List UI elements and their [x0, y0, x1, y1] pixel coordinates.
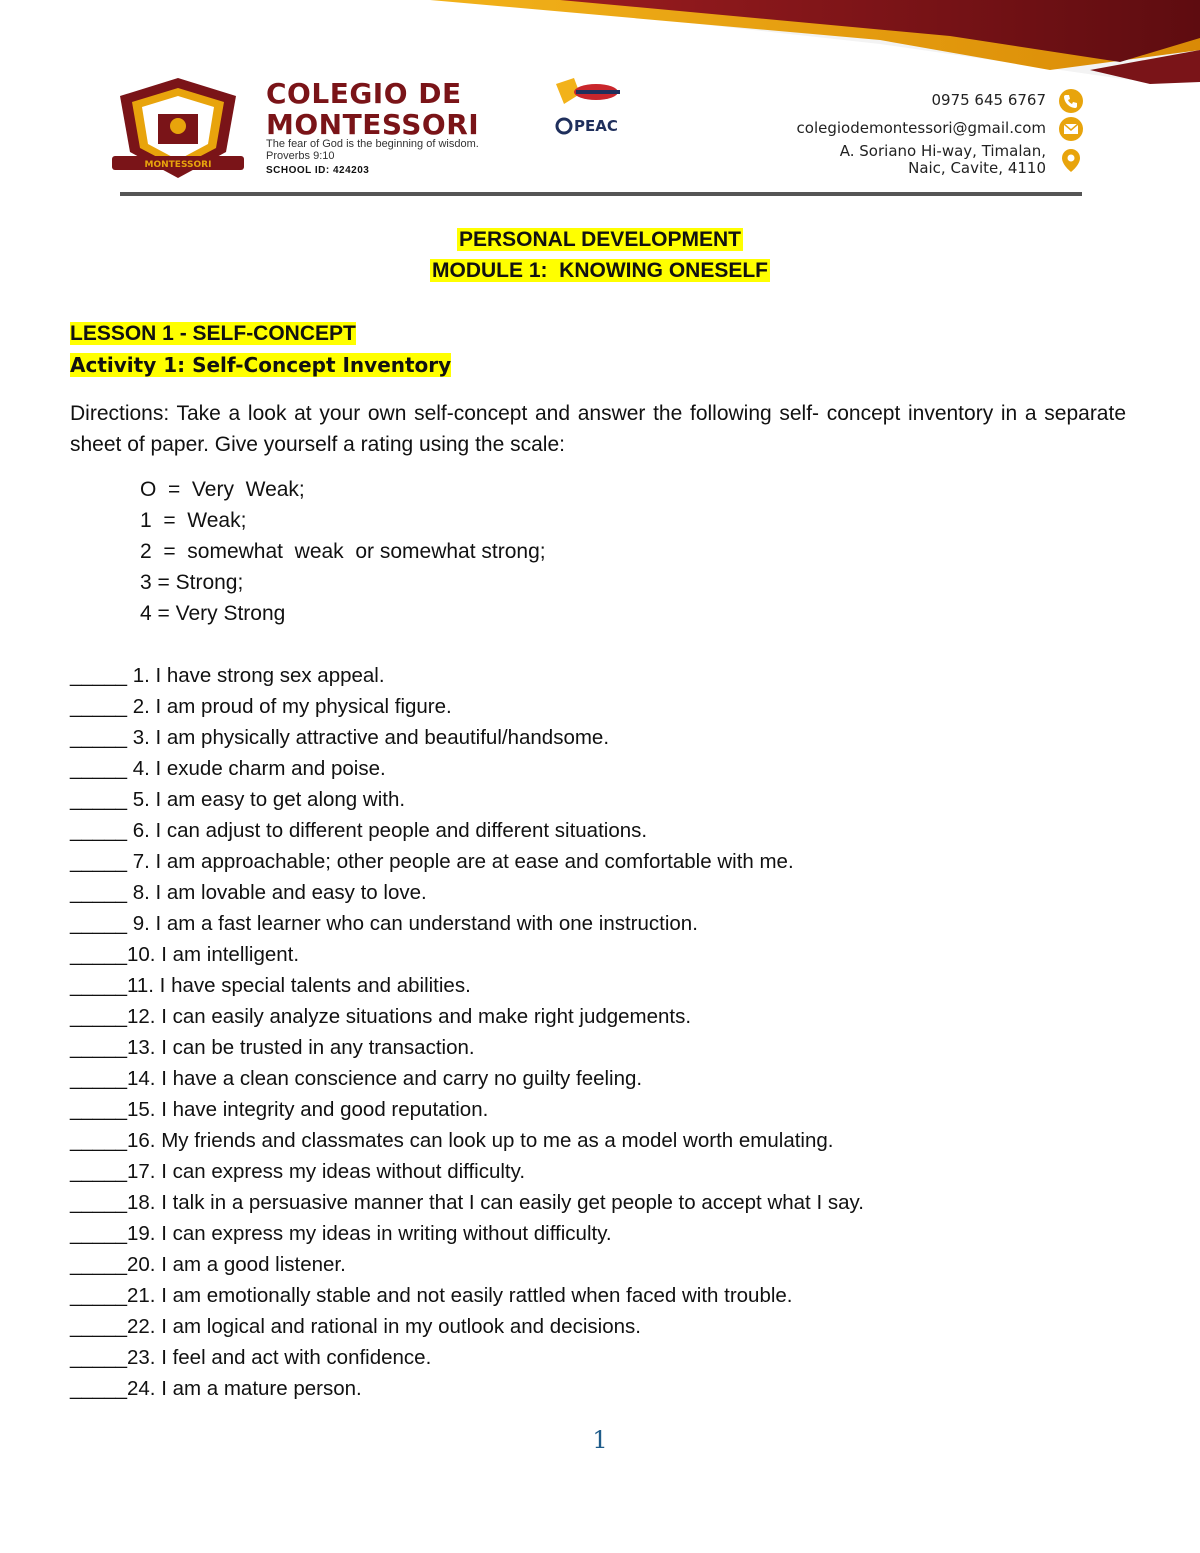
contact-address	[840, 143, 1046, 177]
letterhead	[0, 0, 1200, 215]
inventory-item: _____21. I am emotionally stable and not easily rattled when faced with trouble.	[70, 1284, 793, 1307]
inventory-item: _____23. I feel and act with confidence.	[70, 1346, 432, 1369]
location-pin-icon	[1058, 147, 1084, 173]
lesson-heading-text: LESSON 1 - SELF-CONCEPT	[70, 322, 356, 345]
directions-paragraph: Directions: Take a look at your own self-concept and answer the following self- concept inventory in a separate sheet of paper. Give yourself a rating using the scale:	[70, 402, 1126, 456]
inventory-item: _____17. I can express my ideas without difficulty.	[70, 1160, 526, 1183]
inventory-item: _____ 8. I am lovable and easy to love.	[70, 881, 427, 904]
module-title-text: MODULE 1: KNOWING ONESELF	[432, 259, 768, 282]
inventory-item: _____10. I am intelligent.	[70, 943, 300, 966]
inventory-item: _____13. I can be trusted in any transaction.	[70, 1036, 475, 1059]
module-title	[0, 259, 1200, 283]
inventory-item: _____ 1. I have strong sex appeal.	[70, 664, 385, 687]
inventory-item: _____11. I have special talents and abilities.	[70, 974, 471, 997]
scale-item: 2 = somewhat weak or somewhat strong;	[140, 540, 546, 563]
contact-phone: 0975 645 6767	[931, 91, 1046, 109]
school-name-line2: MONTESSORI	[266, 108, 480, 141]
svg-text:MONTESSORI: MONTESSORI	[144, 160, 212, 170]
peac-label: PEAC	[574, 117, 618, 135]
inventory-item: _____16. My friends and classmates can look up to me as a model worth emulating.	[70, 1129, 834, 1152]
inventory-item: _____ 3. I am physically attractive and beautiful/handsome.	[70, 726, 610, 749]
inventory-item: _____ 4. I exude charm and poise.	[70, 757, 386, 780]
inventory-item: _____20. I am a good listener.	[70, 1253, 346, 1276]
school-id: SCHOOL ID: 424203	[266, 165, 370, 176]
inventory-item: _____14. I have a clean conscience and carry no guilty feeling.	[70, 1067, 643, 1090]
school-name-line1: COLEGIO DE	[266, 77, 462, 110]
address-line2: Naic, Cavite, 4110	[908, 159, 1046, 177]
phone-icon	[1058, 88, 1084, 114]
school-motto	[266, 138, 479, 162]
address-line1: A. Soriano Hi-way, Timalan,	[839, 142, 1046, 160]
scale-item: O = Very Weak;	[140, 478, 305, 501]
lesson-heading	[70, 322, 356, 346]
school-name	[266, 78, 479, 140]
rating-scale	[140, 474, 546, 629]
inventory-item: _____12. I can easily analyze situations and make right judgements.	[70, 1005, 692, 1028]
inventory-item: _____ 7. I am approachable; other people are at ease and comfortable with me.	[70, 850, 794, 873]
inventory-item: _____22. I am logical and rational in my outlook and decisions.	[70, 1315, 641, 1338]
document-title	[0, 228, 1200, 252]
school-crest-logo	[108, 74, 248, 184]
scale-item: 4 = Very Strong	[140, 602, 286, 625]
scale-item: 1 = Weak;	[140, 509, 247, 532]
inventory-item: _____ 5. I am easy to get along with.	[70, 788, 406, 811]
scale-item: 3 = Strong;	[140, 571, 244, 594]
inventory-item: _____15. I have integrity and good reputation.	[70, 1098, 489, 1121]
header-divider	[120, 192, 1082, 196]
inventory-item: _____19. I can express my ideas in writing without difficulty.	[70, 1222, 612, 1245]
inventory-item: _____24. I am a mature person.	[70, 1377, 362, 1400]
inventory-item: _____ 2. I am proud of my physical figure.	[70, 695, 452, 718]
motto-text: The fear of God is the beginning of wisdom.	[266, 138, 479, 150]
activity-heading	[70, 353, 451, 377]
inventory-item: _____ 9. I am a fast learner who can understand with one instruction.	[70, 912, 698, 935]
activity-heading-text: Activity 1: Self-Concept Inventory	[70, 353, 452, 377]
inventory-item: _____ 6. I can adjust to different people and different situations.	[70, 819, 648, 842]
inventory-item: _____18. I talk in a persuasive manner that I can easily get people to accept what I say.	[70, 1191, 864, 1214]
contact-email: colegiodemontessori@gmail.com	[796, 119, 1046, 137]
document-title-text: PERSONAL DEVELOPMENT	[459, 228, 741, 251]
page-number: 1	[592, 1426, 608, 1454]
inventory-list	[70, 660, 864, 1404]
motto-reference: Proverbs 9:10	[266, 150, 335, 162]
email-icon	[1058, 116, 1084, 142]
